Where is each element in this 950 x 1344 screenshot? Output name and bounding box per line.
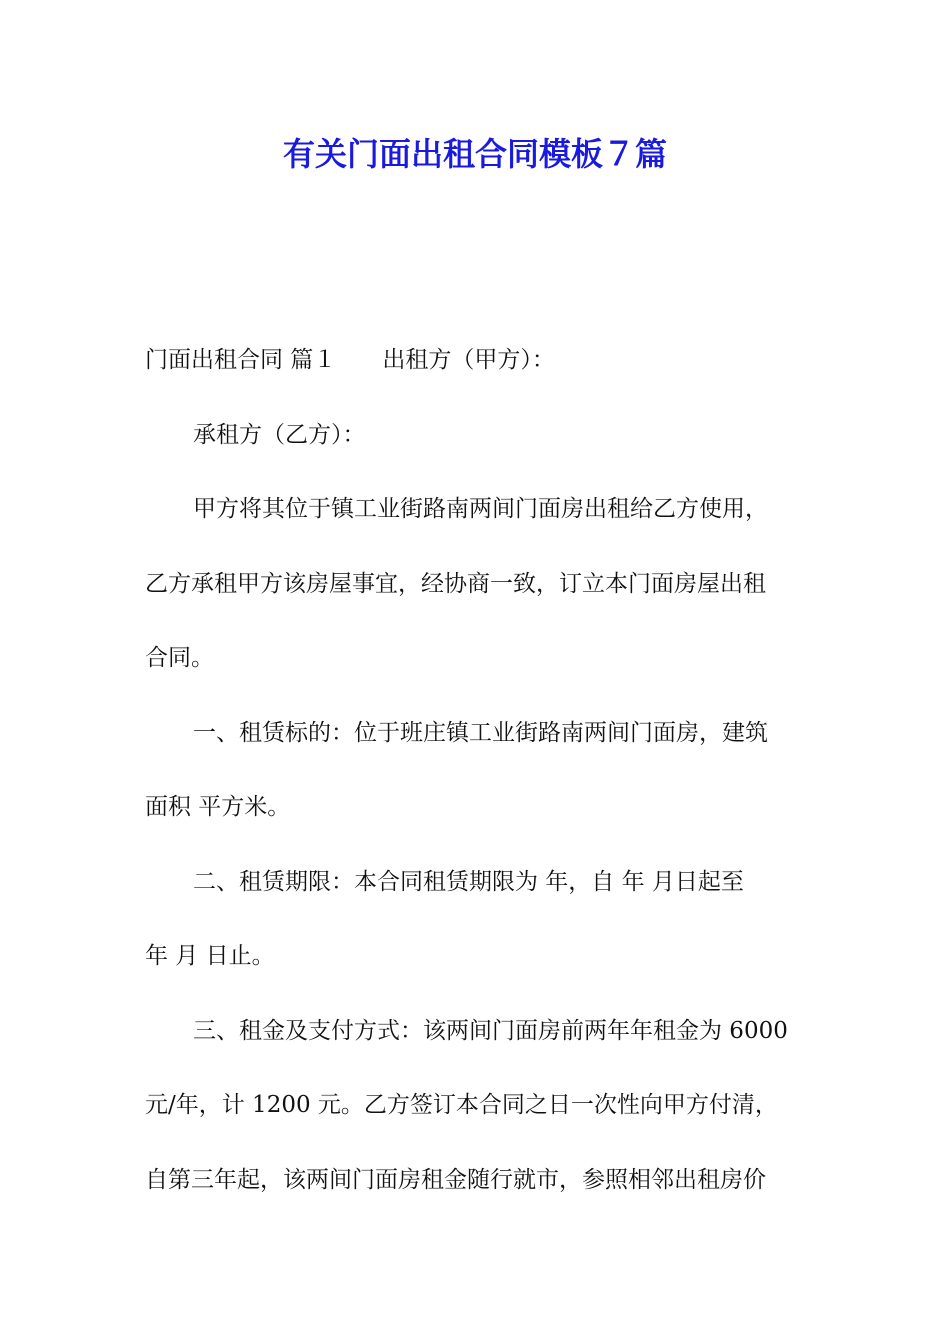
lessor-label: 出租方（甲方）： [382,347,555,373]
clause-line: 自第三年起，该两间门面房租金随行就市，参照相邻出租房价 [145,1167,766,1193]
document-title: 有关门面出租合同模板７篇 [282,135,667,173]
clause-line: 二、租赁期限：本合同租赁期限为 年，自 年 月日起至 [193,869,744,895]
contract-heading [145,343,810,377]
paragraph-line: 乙方承租甲方该房屋事宜，经协商一致，订立本门面房屋出租 [145,571,766,597]
paragraph-line: 甲方将其位于镇工业街路南两间门面房出租给乙方使用， [193,496,768,522]
clause-line: 面积 平方米。 [145,794,291,820]
paragraph-line: 合同。 [145,645,214,671]
clause-line: 元/年，计 1200 元。乙方签订本合同之日一次性向甲方付清， [145,1092,778,1118]
lessee-label: 承租方（乙方）： [193,422,366,448]
clause-line: 一、租赁标的：位于班庄镇工业街路南两间门面房，建筑 [193,720,768,746]
clause-line: 年 月 日止。 [145,943,275,969]
contract-section-label: 门面出租合同 篇１ [145,347,337,373]
clause-line: 三、租金及支付方式：该两间门面房前两年年租金为 6000 [193,1018,788,1044]
